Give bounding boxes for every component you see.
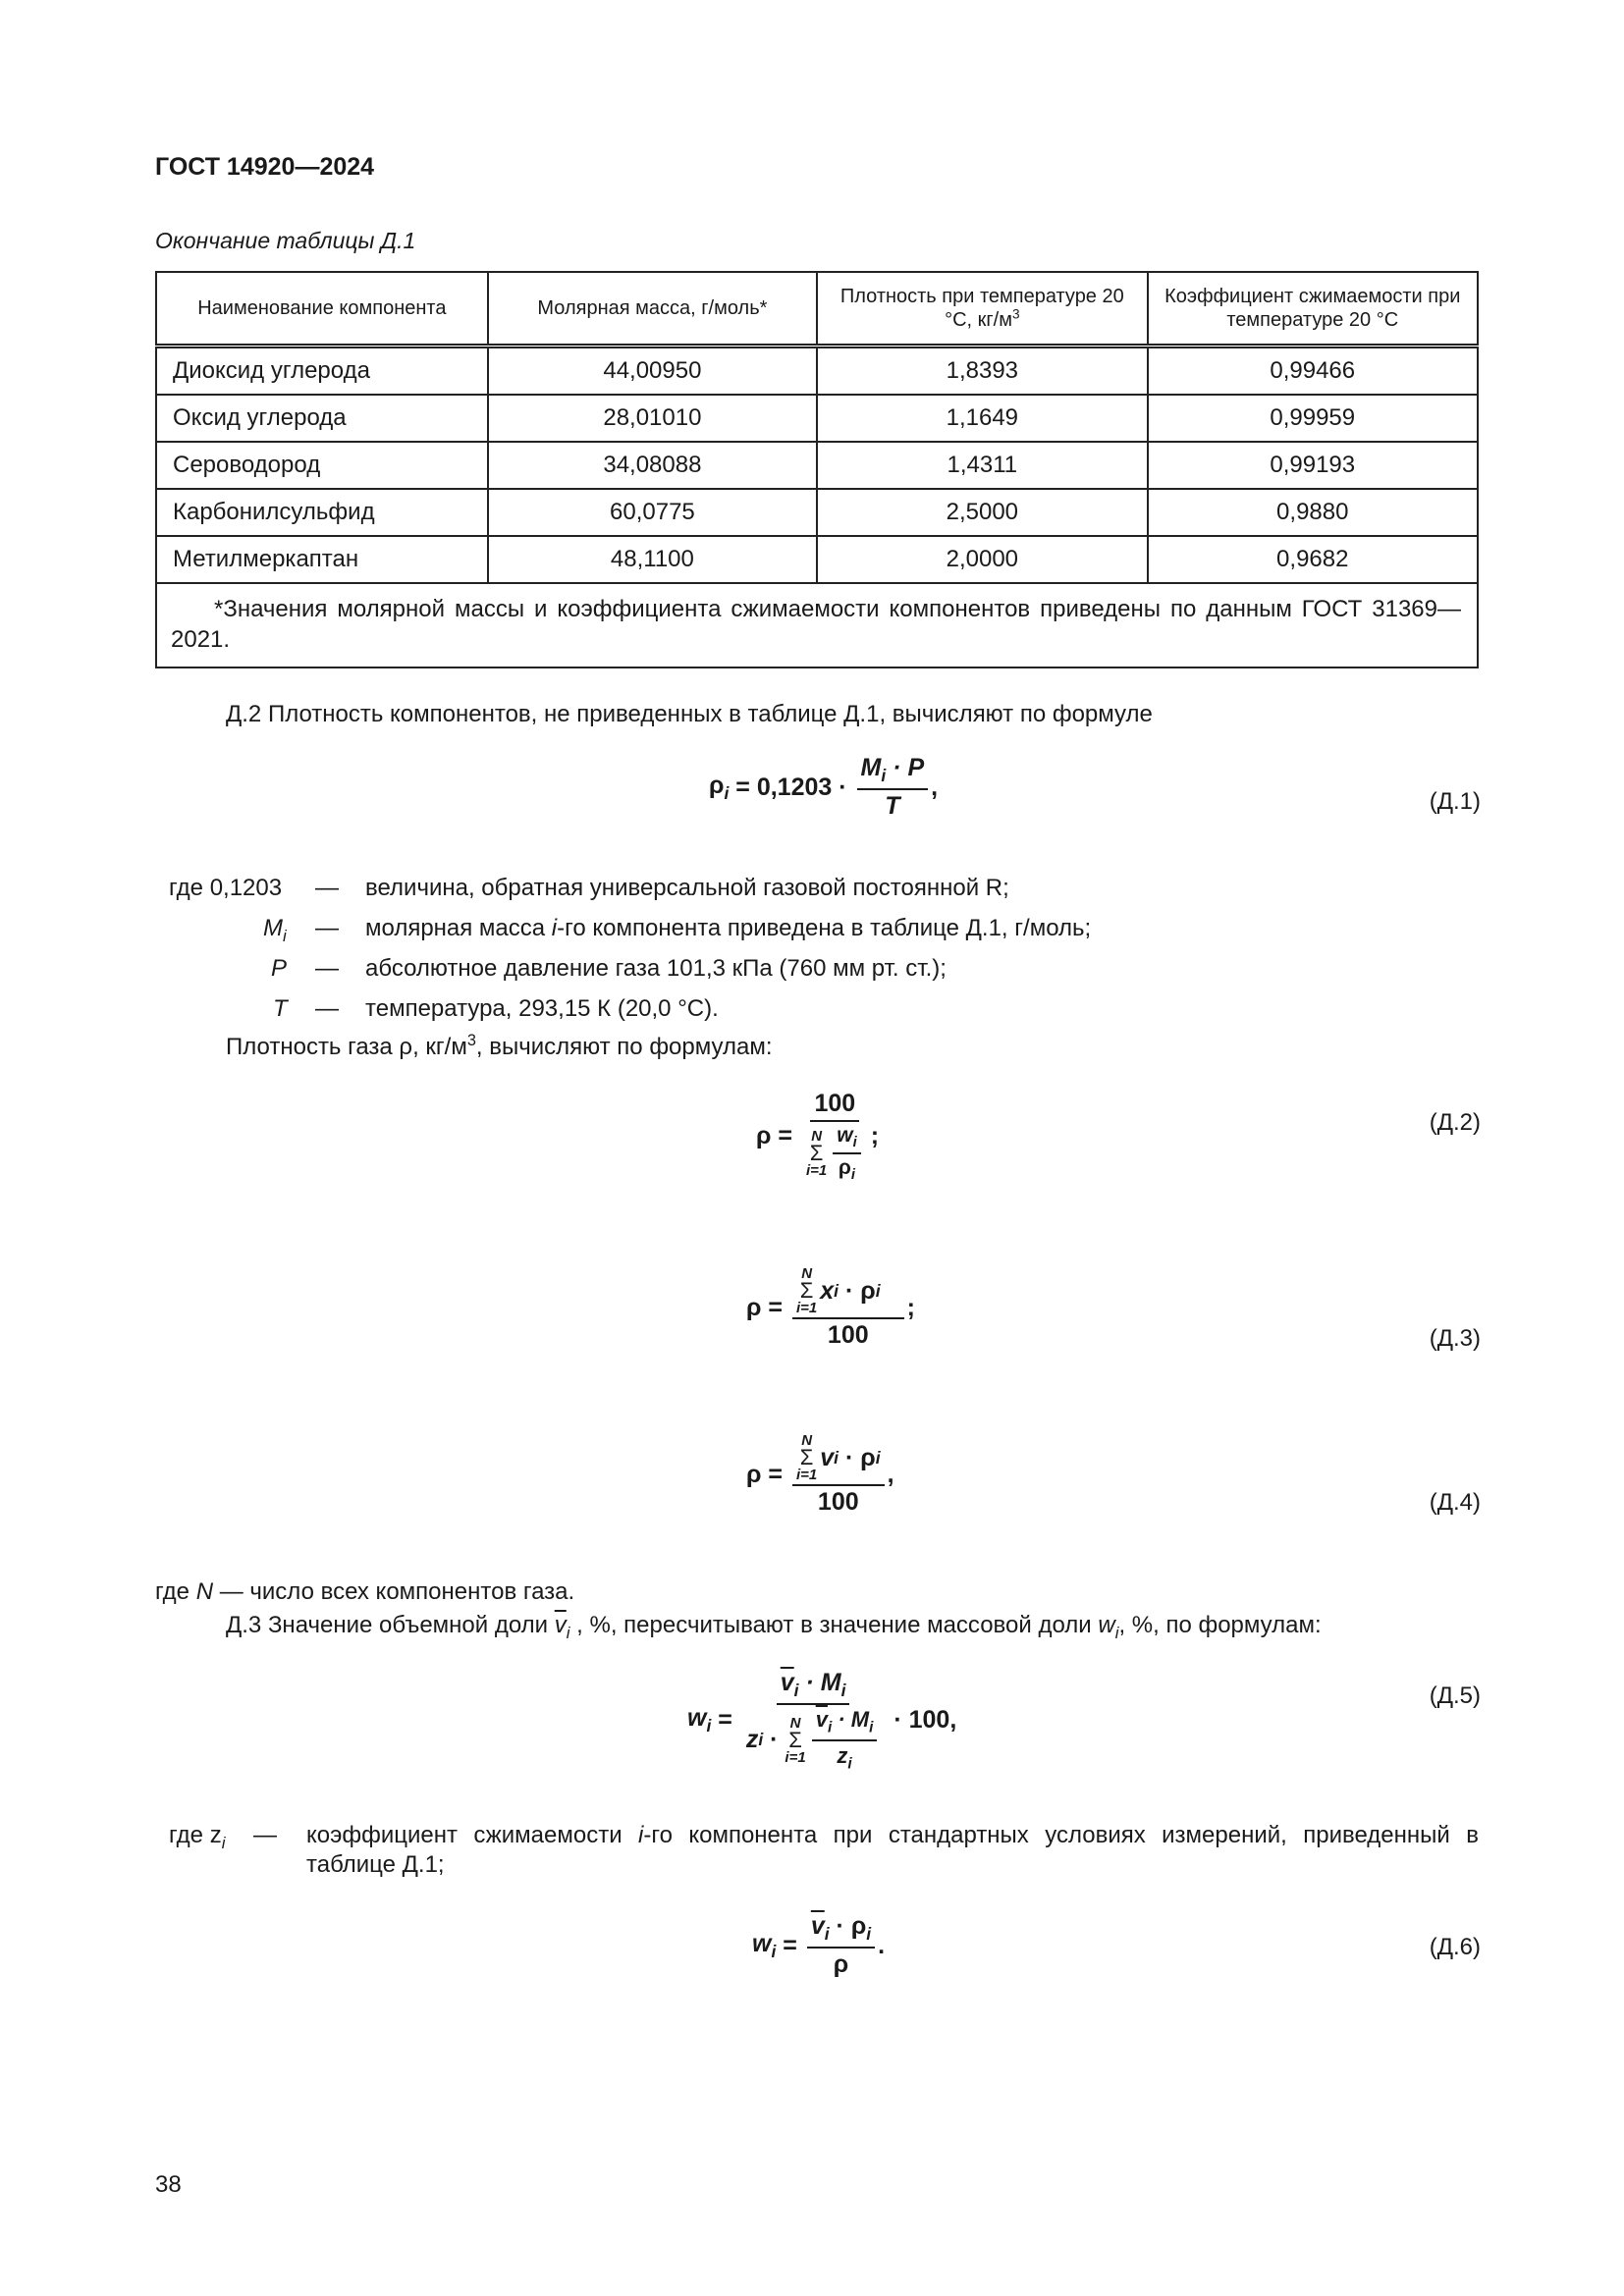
definition-symbol: $M_i$ [263,915,287,945]
definition-symbol: P [271,955,288,982]
equation-number: (Д.6) [1429,1934,1481,1960]
definition-dash: — [315,955,339,982]
definition-dash: — [315,995,339,1022]
table-cell: 0,9880 [1148,489,1478,536]
page-number: 38 [155,2171,182,2198]
equation-number: (Д.2) [1429,1109,1481,1136]
table-cell: Метилмеркаптан [156,536,488,583]
column-header: Наименование компонента [156,272,488,347]
table-cell: 2,5000 [817,489,1147,536]
definition-text: коэффициент сжимаемости i-го компонента при стандартных условиях измерений, приведенный в таблице Д.1; [306,1822,1479,1878]
table-row [156,536,1478,583]
table-caption: Окончание таблицы Д.1 [155,228,416,253]
table-row [156,395,1478,442]
table-cell: 1,8393 [817,347,1147,396]
column-header: Плотность при температуре 20 °С, $кг/м^3$ [817,272,1147,347]
table-cell: Оксид углерода [156,395,488,442]
table-cell: 2,0000 [817,536,1147,583]
table-header-row [156,272,1478,347]
definition-text: абсолютное давление газа 101,3 кПа (760 мм рт. ст.); [365,955,947,982]
table-row [156,347,1478,396]
table-footnote-row [156,583,1478,667]
table-cell: 0,99466 [1148,347,1478,396]
table-cell: Диоксид углерода [156,347,488,396]
definition-symbol: T [273,995,288,1022]
table-cell: 48,1100 [488,536,817,583]
formula-d3: ρ = N Σ i=1 x i · ρ i 100 ; [746,1265,915,1349]
formula-d1: $\rho_i$ = 0,1203 · $\frac{M_i \cdot P}{T}$ , [709,754,939,821]
table-cell: 44,00950 [488,347,817,396]
table-cell: Карбонилсульфид [156,489,488,536]
column-header: Коэффициент сжимаемости при температуре 20 °С [1148,272,1478,347]
definition-dash: — [253,1822,277,1848]
definition-text: температура, 293,15 К (20,0 °С). [365,995,719,1022]
formula-d5: $w_i$ = $\overline{v}_i \cdot M_i$ z i · N Σ i=1 $\frac{\overline{v}_i \cdot M_i}{z_i}$ · 100, [687,1669,957,1772]
equation-number: (Д.5) [1429,1682,1481,1709]
table-row [156,442,1478,489]
n-definition: где N — число всех компонентов газа. [155,1578,575,1605]
definition-text: молярная масса i-го компонента приведена в таблице Д.1, г/моль; [365,915,1092,941]
section-d3-intro: Д.3 Значение объемной доли $\overline{v}_i$ , %, пересчитывают в значение массовой доли $w_i$, %, по формулам: [226,1612,1322,1642]
table-cell: 34,08088 [488,442,817,489]
definition-dash: — [315,875,339,901]
definition-symbol: где 0,1203 [169,875,283,901]
equation-number: (Д.1) [1429,788,1481,815]
equation-number: (Д.3) [1429,1325,1481,1352]
definition-dash: — [315,915,339,941]
table-footnote: *Значения молярной массы и коэффициента сжимаемости компонентов приведены по данным ГОСТ 31369—2021. [156,583,1478,667]
table-cell: 0,99193 [1148,442,1478,489]
section-d2-intro: Д.2 Плотность компонентов, не приведенных в таблице Д.1, вычисляют по формуле [226,701,1153,727]
definition-symbol: где $z_i$ [169,1822,226,1852]
formula-d6: $w_i$ = $\frac{\overline{v}_i \cdot \rho_i}{\rho}$ . [752,1912,886,1979]
table-cell: 28,01010 [488,395,817,442]
density-intro: Плотность газа ρ, $кг/м^3$, вычисляют по формулам: [226,1032,773,1060]
definition-text: величина, обратная универсальной газовой постоянной R; [365,875,1009,901]
table-cell: 1,4311 [817,442,1147,489]
table-cell: Сероводород [156,442,488,489]
formula-d2: ρ = 100 N Σ i=1 $\frac{w_i}{\rho_i}$ ; [756,1090,880,1184]
formula-d4: ρ = N Σ i=1 v i · ρ i 100 , [746,1432,894,1516]
document-header: ГОСТ 14920—2024 [155,153,375,181]
table-row [156,489,1478,536]
table-cell: 0,99959 [1148,395,1478,442]
table-cell: 60,0775 [488,489,817,536]
column-header: Молярная масса, г/моль* [488,272,817,347]
table-cell: 1,1649 [817,395,1147,442]
equation-number: (Д.4) [1429,1489,1481,1516]
table-cell: 0,9682 [1148,536,1478,583]
components-table [155,271,1479,668]
